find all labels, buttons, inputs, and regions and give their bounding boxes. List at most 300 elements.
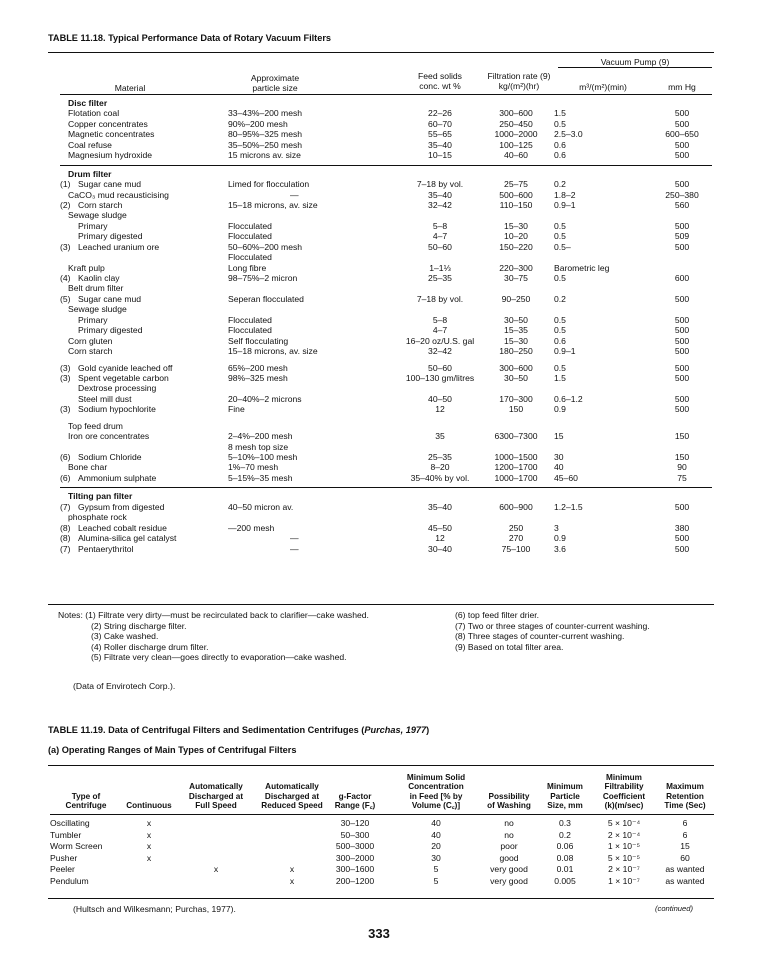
row-vacuum-flow: 1.8–2 <box>554 189 576 200</box>
section-rule <box>60 487 712 488</box>
row-vacuum-flow: 0.5– <box>554 241 571 252</box>
row-feed-solids: 50–60 <box>428 241 452 252</box>
row-vacuum-mmhg: 500 <box>674 314 690 325</box>
table-row <box>60 150 712 160</box>
cell-size: 0.3 <box>559 818 571 828</box>
row-filtration-rate: 500–600 <box>499 189 533 200</box>
row-filtration-rate: 1000–2000 <box>494 129 538 140</box>
row-material: Magnesium hydroxide <box>68 150 153 161</box>
row-filtration-rate: 30–75 <box>504 273 528 283</box>
table-row <box>60 108 712 118</box>
cell-time: as wanted <box>665 875 705 886</box>
row-material: Leached cobalt residue <box>78 522 167 533</box>
section-rule <box>60 165 712 166</box>
row-filtration-rate: 75–100 <box>501 543 531 554</box>
row-material: phosphate rock <box>68 512 127 523</box>
row-note-ref: (6) <box>60 472 71 483</box>
cell-conc: 40 <box>431 829 441 840</box>
row-material: Corn gluten <box>68 335 113 346</box>
row-filtration-rate: 110–150 <box>499 199 533 210</box>
row-material: Primary digested <box>78 231 143 242</box>
row-material: Iron ore concentrates <box>68 431 150 442</box>
table-header <box>60 53 712 93</box>
row-particle-size: Flocculated <box>228 314 272 325</box>
row-vacuum-mmhg: 500 <box>674 501 690 512</box>
row-material: Alumina-silica gel catalyst <box>78 533 177 544</box>
note-line: (8) Three stages of counter-current washing. <box>455 631 625 642</box>
table-row <box>60 346 712 356</box>
row-vacuum-mmhg: 600 <box>674 273 690 283</box>
row-material: Flotation coal <box>68 108 120 119</box>
row-particle-size: 65%–200 mesh <box>228 362 288 373</box>
cell-k: 5 × 10⁻⁵ <box>607 852 641 863</box>
continued-label: (continued) <box>655 904 693 913</box>
row-filtration-rate: 220–300 <box>499 262 533 273</box>
cell-wash: very good <box>490 875 528 886</box>
row-feed-solids: 40–50 <box>428 393 452 404</box>
table-row <box>60 363 712 373</box>
cell-type: Pendulum <box>50 875 89 886</box>
cell-k: 1 × 10⁻⁵ <box>607 841 641 852</box>
table-row <box>60 523 712 533</box>
table-bottom-rule <box>48 604 714 605</box>
cell-k: 5 × 10⁻⁴ <box>607 818 641 828</box>
table-row <box>60 140 712 150</box>
row-feed-solids: 7–18 by vol. <box>416 293 464 304</box>
row-material: Gypsum from digested <box>78 501 165 512</box>
cell-time: 60 <box>680 852 690 863</box>
row-feed-solids: 10–15 <box>428 150 452 161</box>
table-row <box>60 325 712 335</box>
row-vacuum-flow: 0.2 <box>554 179 566 190</box>
page-number: 333 <box>368 926 390 941</box>
column-header: Type of Centrifuge <box>65 791 107 810</box>
row-particle-size: 15–18 microns, av. size <box>228 346 318 357</box>
cell-g: 50–300 <box>340 829 370 840</box>
row-feed-solids: 1–1⅓ <box>429 262 451 273</box>
column-header: Possibility of Washing <box>487 791 531 810</box>
row-vacuum-mmhg: 500 <box>674 362 690 373</box>
row-vacuum-mmhg: 509 <box>674 231 690 242</box>
cell-wash: no <box>504 829 514 840</box>
row-vacuum-flow: 0.5 <box>554 314 566 325</box>
row-vacuum-mmhg: 500 <box>674 179 690 190</box>
cell-red: x <box>289 875 295 886</box>
row-filtration-rate: 300–600 <box>499 362 533 373</box>
table-row <box>60 252 712 262</box>
row-vacuum-flow: 1.5 <box>554 108 566 119</box>
row-feed-solids: 5–8 <box>432 220 448 231</box>
section-title-text: Disc filter <box>68 98 108 108</box>
table-row <box>60 404 712 414</box>
cell-wash: poor <box>500 841 518 852</box>
row-vacuum-mmhg: 500 <box>674 220 690 231</box>
row-vacuum-flow: 0.6–1.2 <box>554 393 583 404</box>
row-note-ref: (6) <box>60 452 71 462</box>
table-row <box>60 200 712 210</box>
row-feed-solids: 35–40 <box>428 501 452 512</box>
table-row <box>60 210 712 220</box>
section-title <box>60 491 712 501</box>
row-filtration-rate: 90–250 <box>501 293 531 304</box>
row-particle-size: — <box>290 533 299 544</box>
table-row <box>60 442 712 452</box>
cell-conc: 5 <box>433 864 439 875</box>
table-row <box>50 864 714 876</box>
table-row <box>50 876 714 888</box>
row-note-ref: (8) <box>60 533 71 544</box>
section-rule <box>60 94 712 95</box>
row-particle-size: 15 microns av. size <box>228 150 301 161</box>
header-vacuum-pump: Vacuum Pump (9) <box>600 57 670 67</box>
table-row <box>50 818 714 830</box>
header-vacuum-flow: m³/(m²)(min) <box>579 82 627 92</box>
row-material: Corn starch <box>68 346 113 357</box>
table-row <box>60 294 712 304</box>
row-filtration-rate: 100–125 <box>499 139 533 150</box>
row-note-ref: (3) <box>60 362 71 373</box>
note-line: (4) Roller discharge drum filter. <box>91 641 209 652</box>
cell-type: Tumbler <box>50 829 82 840</box>
row-vacuum-flow: 0.5 <box>554 118 566 129</box>
row-note-ref: (3) <box>60 241 71 252</box>
row-feed-solids: 35 <box>435 431 445 442</box>
row-vacuum-mmhg: 500 <box>674 325 690 336</box>
row-vacuum-mmhg: 150 <box>674 431 690 442</box>
section-title <box>60 98 712 108</box>
table-11-19-caption <box>48 725 429 735</box>
row-material: Dextrose processing <box>78 383 157 394</box>
row-vacuum-mmhg: 90 <box>677 462 687 473</box>
note-line: (5) Filtrate very clean—goes directly to evaporation—cake washed. <box>91 652 347 663</box>
table-notes-right <box>455 610 650 652</box>
table-row <box>60 179 712 189</box>
section-title-text: Tilting pan filter <box>68 491 133 502</box>
row-particle-size: 98–75%–2 micron <box>228 273 298 283</box>
table-row <box>60 394 712 404</box>
row-filtration-rate: 270 <box>508 533 524 544</box>
column-header: Maximum Retention Time (Sec) <box>664 782 706 810</box>
row-particle-size: 50–60%–200 mesh <box>228 241 303 252</box>
section-title <box>60 169 712 179</box>
row-particle-size: 5–15%–35 mesh <box>228 472 293 483</box>
row-note-ref: (3) <box>60 404 71 415</box>
cell-size: 0.06 <box>556 841 574 852</box>
row-vacuum-flow: 0.5 <box>554 325 566 336</box>
row-material: Copper concentrates <box>68 118 148 129</box>
row-feed-solids: 45–50 <box>428 522 452 533</box>
table-row <box>60 304 712 314</box>
caption-text: TABLE 11.19. Data of Centrifugal Filters and Sedimentation Centrifuges ( <box>48 725 365 735</box>
row-material: Sewage sludge <box>68 210 127 221</box>
table-row <box>60 129 712 139</box>
row-filtration-rate: 15–30 <box>504 220 528 231</box>
row-material: Sodium hypochlorite <box>78 404 156 415</box>
note-line: Notes: (1) Filtrate very dirty—must be recirculated back to clarifier—cake washed. <box>58 610 369 620</box>
row-filtration-rate: 30–50 <box>504 314 528 325</box>
cell-wash: no <box>504 818 514 828</box>
row-vacuum-mmhg: 500 <box>674 393 690 404</box>
row-note-ref: (7) <box>60 501 71 512</box>
row-material: Sodium Chloride <box>78 452 142 462</box>
row-particle-size: 5–10%–100 mesh <box>228 452 298 462</box>
row-vacuum-flow: 0.9 <box>554 533 566 544</box>
note-line: (9) Based on total filter area. <box>455 641 564 652</box>
note-line: (7) Two or three stages of counter-current washing. <box>455 620 650 631</box>
table-row <box>60 462 712 472</box>
row-filtration-rate: 1000–1500 <box>494 452 538 462</box>
cell-wash: very good <box>490 864 528 875</box>
row-particle-size: Flocculated <box>228 325 272 336</box>
row-material: Belt drum filter <box>68 283 124 294</box>
row-filtration-rate: 250 <box>508 522 524 533</box>
row-feed-solids: 25–35 <box>428 273 452 283</box>
cell-type: Peeler <box>50 864 75 875</box>
header-feed-solids: Feed solids conc. wt % <box>418 71 462 91</box>
row-feed-solids: 100–130 gm/litres <box>405 372 475 383</box>
caption-end: ) <box>426 725 430 735</box>
table-row <box>60 221 712 231</box>
row-particle-size: —200 mesh <box>228 522 275 533</box>
row-feed-solids: 55–65 <box>428 129 452 140</box>
row-material: Magnetic concentrates <box>68 129 155 140</box>
note-line: (6) top feed filter drier. <box>455 610 540 620</box>
row-note-ref: (4) <box>60 273 71 283</box>
row-filtration-rate: 10–20 <box>504 231 528 242</box>
row-vacuum-flow: 15 <box>554 431 564 442</box>
row-material: Sewage sludge <box>68 304 127 315</box>
cell-cont: x <box>146 829 152 840</box>
row-vacuum-mmhg: 500 <box>674 372 690 383</box>
table-row <box>60 373 712 383</box>
table-row <box>60 190 712 200</box>
row-filtration-rate: 600–900 <box>499 501 533 512</box>
table-11-18-source: (Data of Envirotech Corp.). <box>73 681 176 691</box>
row-feed-solids: 4–7 <box>432 231 448 242</box>
row-vacuum-flow: 45–60 <box>554 472 578 483</box>
cell-time: 6 <box>682 818 688 828</box>
table-row <box>60 315 712 325</box>
table-row <box>60 242 712 252</box>
row-vacuum-mmhg: 500 <box>674 404 690 415</box>
row-material: Bone char <box>68 462 108 473</box>
row-feed-solids: 50–60 <box>428 362 452 373</box>
table-row <box>60 512 712 522</box>
cell-conc: 40 <box>431 818 441 828</box>
row-vacuum-flow: 30 <box>554 452 564 462</box>
cell-conc: 20 <box>431 841 441 852</box>
row-material: Sugar cane mud <box>78 179 142 190</box>
table-2-header-rule <box>50 814 714 815</box>
cell-cont: x <box>146 818 152 828</box>
table-row <box>60 263 712 273</box>
row-vacuum-flow: 0.9–1 <box>554 346 576 357</box>
row-feed-solids: 25–35 <box>428 452 452 462</box>
table-row <box>60 231 712 241</box>
table-11-19 <box>50 766 714 884</box>
cell-type: Oscillating <box>50 818 90 828</box>
row-vacuum-flow: 0.2 <box>554 293 566 304</box>
cell-size: 0.08 <box>556 852 574 863</box>
row-vacuum-mmhg: 150 <box>674 452 690 462</box>
row-note-ref: (5) <box>60 293 71 304</box>
column-header: Minimum Solid Concentration in Feed [% by Volume (C꜀)] <box>406 773 466 810</box>
row-note-ref: (2) <box>60 199 71 210</box>
cell-time: 15 <box>680 841 690 852</box>
header-particle-size: Approximate particle size <box>250 73 300 93</box>
table-row <box>60 502 712 512</box>
row-particle-size: — <box>290 543 299 554</box>
row-feed-solids: 22–26 <box>428 108 452 119</box>
table-notes-left <box>58 610 369 663</box>
section-title-text: Drum filter <box>68 168 112 179</box>
row-vacuum-flow: 3 <box>554 522 559 533</box>
row-feed-solids: 4–7 <box>432 325 448 336</box>
cell-wash: good <box>499 852 519 863</box>
row-particle-size: Fine <box>228 404 245 415</box>
caption-reference: Purchas, 1977 <box>364 725 427 735</box>
row-material: Kaolin clay <box>78 273 120 283</box>
row-particle-size: Long fibre <box>228 262 267 273</box>
row-material: Sugar cane mud <box>78 293 142 304</box>
row-filtration-rate: 170–300 <box>499 393 533 404</box>
row-material: Spent vegetable carbon <box>78 372 169 383</box>
cell-g: 500–3000 <box>335 841 375 852</box>
row-particle-size: 40–50 micron av. <box>228 501 294 512</box>
header-vacuum-mmhg: mm Hg <box>668 82 696 92</box>
row-particle-size: 90%–200 mesh <box>228 118 288 129</box>
row-material: CaCO₃ mud recausticising <box>68 189 169 200</box>
row-particle-size: 1%–70 mesh <box>228 462 279 473</box>
table-2-header <box>50 766 714 814</box>
row-feed-solids: 12 <box>435 533 445 544</box>
row-filtration-rate: 300–600 <box>499 108 533 119</box>
row-particle-size: Seperan flocculated <box>228 293 304 304</box>
row-vacuum-flow: 0.6 <box>554 139 566 150</box>
row-vacuum-mmhg: 500 <box>674 335 690 346</box>
row-filtration-rate: 1200–1700 <box>494 462 538 473</box>
row-vacuum-flow: 0.5 <box>554 220 566 231</box>
table-row <box>60 336 712 346</box>
row-material: Corn starch <box>78 199 123 210</box>
column-header: Minimum Particle Size, mm <box>547 782 583 810</box>
cell-g: 300–2000 <box>335 852 375 863</box>
row-material: Primary <box>78 220 108 231</box>
table-row <box>60 473 712 483</box>
note-line: (3) Cake washed. <box>91 631 159 642</box>
note-line: (2) String discharge filter. <box>91 620 187 631</box>
row-vacuum-mmhg: 500 <box>674 241 690 252</box>
table-row <box>60 431 712 441</box>
row-feed-solids: 32–42 <box>428 199 452 210</box>
row-note-ref: (3) <box>60 372 71 383</box>
row-feed-solids: 32–42 <box>428 346 452 357</box>
cell-size: 0.2 <box>559 829 571 840</box>
row-particle-size: Flocculated <box>228 252 272 263</box>
row-vacuum-mmhg: 250–380 <box>665 189 699 200</box>
row-material: Coal refuse <box>68 139 112 150</box>
table-2-bottom-rule <box>48 898 714 899</box>
row-material: Top feed drum <box>68 420 123 431</box>
row-vacuum-mmhg: 500 <box>674 150 690 161</box>
row-particle-size: Flocculated <box>228 231 272 242</box>
row-vacuum-flow: Barometric leg <box>554 262 610 273</box>
row-material: Primary digested <box>78 325 143 336</box>
table-11-19-source: (Hultsch and Wilkesmann; Purchas, 1977). <box>73 904 236 914</box>
row-note-ref: (7) <box>60 543 71 554</box>
row-filtration-rate: 15–35 <box>504 325 528 336</box>
header-filtration-rate: Filtration rate (9) kg/(m²)(hr) <box>487 71 551 91</box>
cell-k: 2 × 10⁻⁴ <box>607 829 641 840</box>
row-feed-solids: 5–8 <box>432 314 448 325</box>
row-vacuum-mmhg: 500 <box>674 346 690 357</box>
row-filtration-rate: 40–60 <box>504 150 528 161</box>
table-row <box>60 544 712 554</box>
cell-k: 1 × 10⁻⁷ <box>608 875 640 886</box>
row-feed-solids: 7–18 by vol. <box>416 179 464 190</box>
cell-g: 200–1200 <box>335 875 375 886</box>
header-material: Material <box>114 83 146 93</box>
row-particle-size: Limed for flocculation <box>228 179 310 190</box>
row-vacuum-flow: 0.5 <box>554 273 566 283</box>
column-header: Automatically Discharged at Reduced Speed <box>261 782 323 810</box>
table-11-18-caption: TABLE 11.18. Typical Performance Data of Rotary Vacuum Filters <box>48 33 332 43</box>
row-particle-size: — <box>290 189 299 200</box>
table-body <box>60 94 712 554</box>
cell-size: 0.005 <box>554 875 576 886</box>
table-row <box>50 841 714 853</box>
table-row <box>50 853 714 865</box>
row-vacuum-flow: 0.5 <box>554 362 566 373</box>
row-material: Gold cyanide leached off <box>78 362 173 373</box>
table-2-body <box>50 818 714 888</box>
row-vacuum-flow: 0.6 <box>554 150 566 161</box>
row-filtration-rate: 6300–7300 <box>494 431 538 442</box>
table-row <box>50 830 714 842</box>
row-vacuum-flow: 0.5 <box>554 231 566 242</box>
cell-time: as wanted <box>665 864 705 875</box>
table-row <box>60 421 712 431</box>
column-header: Continuous <box>126 800 172 810</box>
row-particle-size: 20–40%–2 microns <box>228 393 302 404</box>
row-particle-size: 98%–325 mesh <box>228 372 288 383</box>
row-vacuum-flow: 1.2–1.5 <box>554 501 583 512</box>
row-feed-solids: 60–70 <box>428 118 452 129</box>
row-filtration-rate: 150 <box>508 404 524 415</box>
cell-conc: 30 <box>431 852 441 863</box>
row-filtration-rate: 150–220 <box>499 241 533 252</box>
row-vacuum-mmhg: 500 <box>674 543 690 554</box>
row-feed-solids: 8–20 <box>430 462 450 473</box>
cell-time: 6 <box>682 829 688 840</box>
row-particle-size: 15–18 microns, av. size <box>228 199 318 210</box>
cell-g: 30–120 <box>340 818 370 828</box>
row-particle-size: 8 mesh top size <box>228 441 289 452</box>
row-vacuum-mmhg: 560 <box>674 199 690 210</box>
cell-type: Pusher <box>50 852 78 863</box>
column-header: Automatically Discharged at Full Speed <box>188 782 244 810</box>
column-header: Minimum Filtrability Coefficient (k)(m/sec) <box>602 773 646 810</box>
row-material: Primary <box>78 314 108 325</box>
row-vacuum-flow: 3.6 <box>554 543 566 554</box>
column-header: g-Factor Range (F꜀) <box>334 791 376 810</box>
row-material: Pentaerythritol <box>78 543 134 554</box>
row-vacuum-mmhg: 500 <box>674 533 690 544</box>
row-filtration-rate: 30–50 <box>504 372 528 383</box>
row-filtration-rate: 1000–1700 <box>494 472 538 483</box>
row-particle-size: 33–43%–200 mesh <box>228 108 303 119</box>
row-material: Steel mill dust <box>78 393 132 404</box>
